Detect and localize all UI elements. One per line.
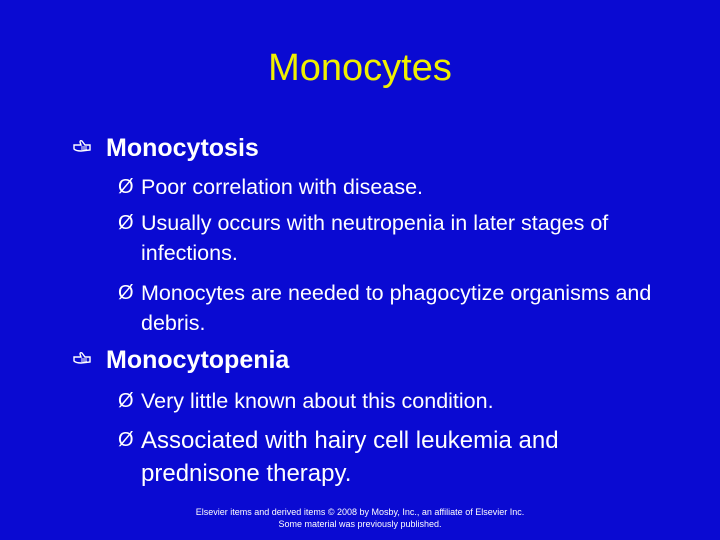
list-item-text: Associated with hairy cell leukemia and prednisone therapy. [141,427,559,487]
arrowhead-bullet-icon: Ø [118,212,134,234]
hand-pointing-icon [72,348,92,368]
arrowhead-bullet-icon: Ø [118,176,134,198]
section-heading: Monocytosis [106,134,259,162]
arrowhead-bullet-icon: Ø [118,390,134,412]
list-item-text: Usually occurs with neutropenia in later stages of infections. [141,211,609,265]
footer-line: Elsevier items and derived items © 2008 by Mosby, Inc., an affiliate of Elsevier Inc. [195,507,525,517]
list-item-text: Monocytes are needed to phagocytize organisms and debris. [141,281,652,335]
list-item-text: Very little known about this condition. [141,389,494,413]
slide-title: Monocytes [268,47,452,89]
section-heading: Monocytopenia [106,346,290,374]
copyright-footer [0,506,720,530]
arrowhead-bullet-icon: Ø [118,429,134,451]
footer-line: Some material was previously published. [278,519,442,529]
list-item-text: Poor correlation with disease. [141,175,424,199]
arrowhead-bullet-icon: Ø [118,282,134,304]
hand-pointing-icon [72,136,92,156]
